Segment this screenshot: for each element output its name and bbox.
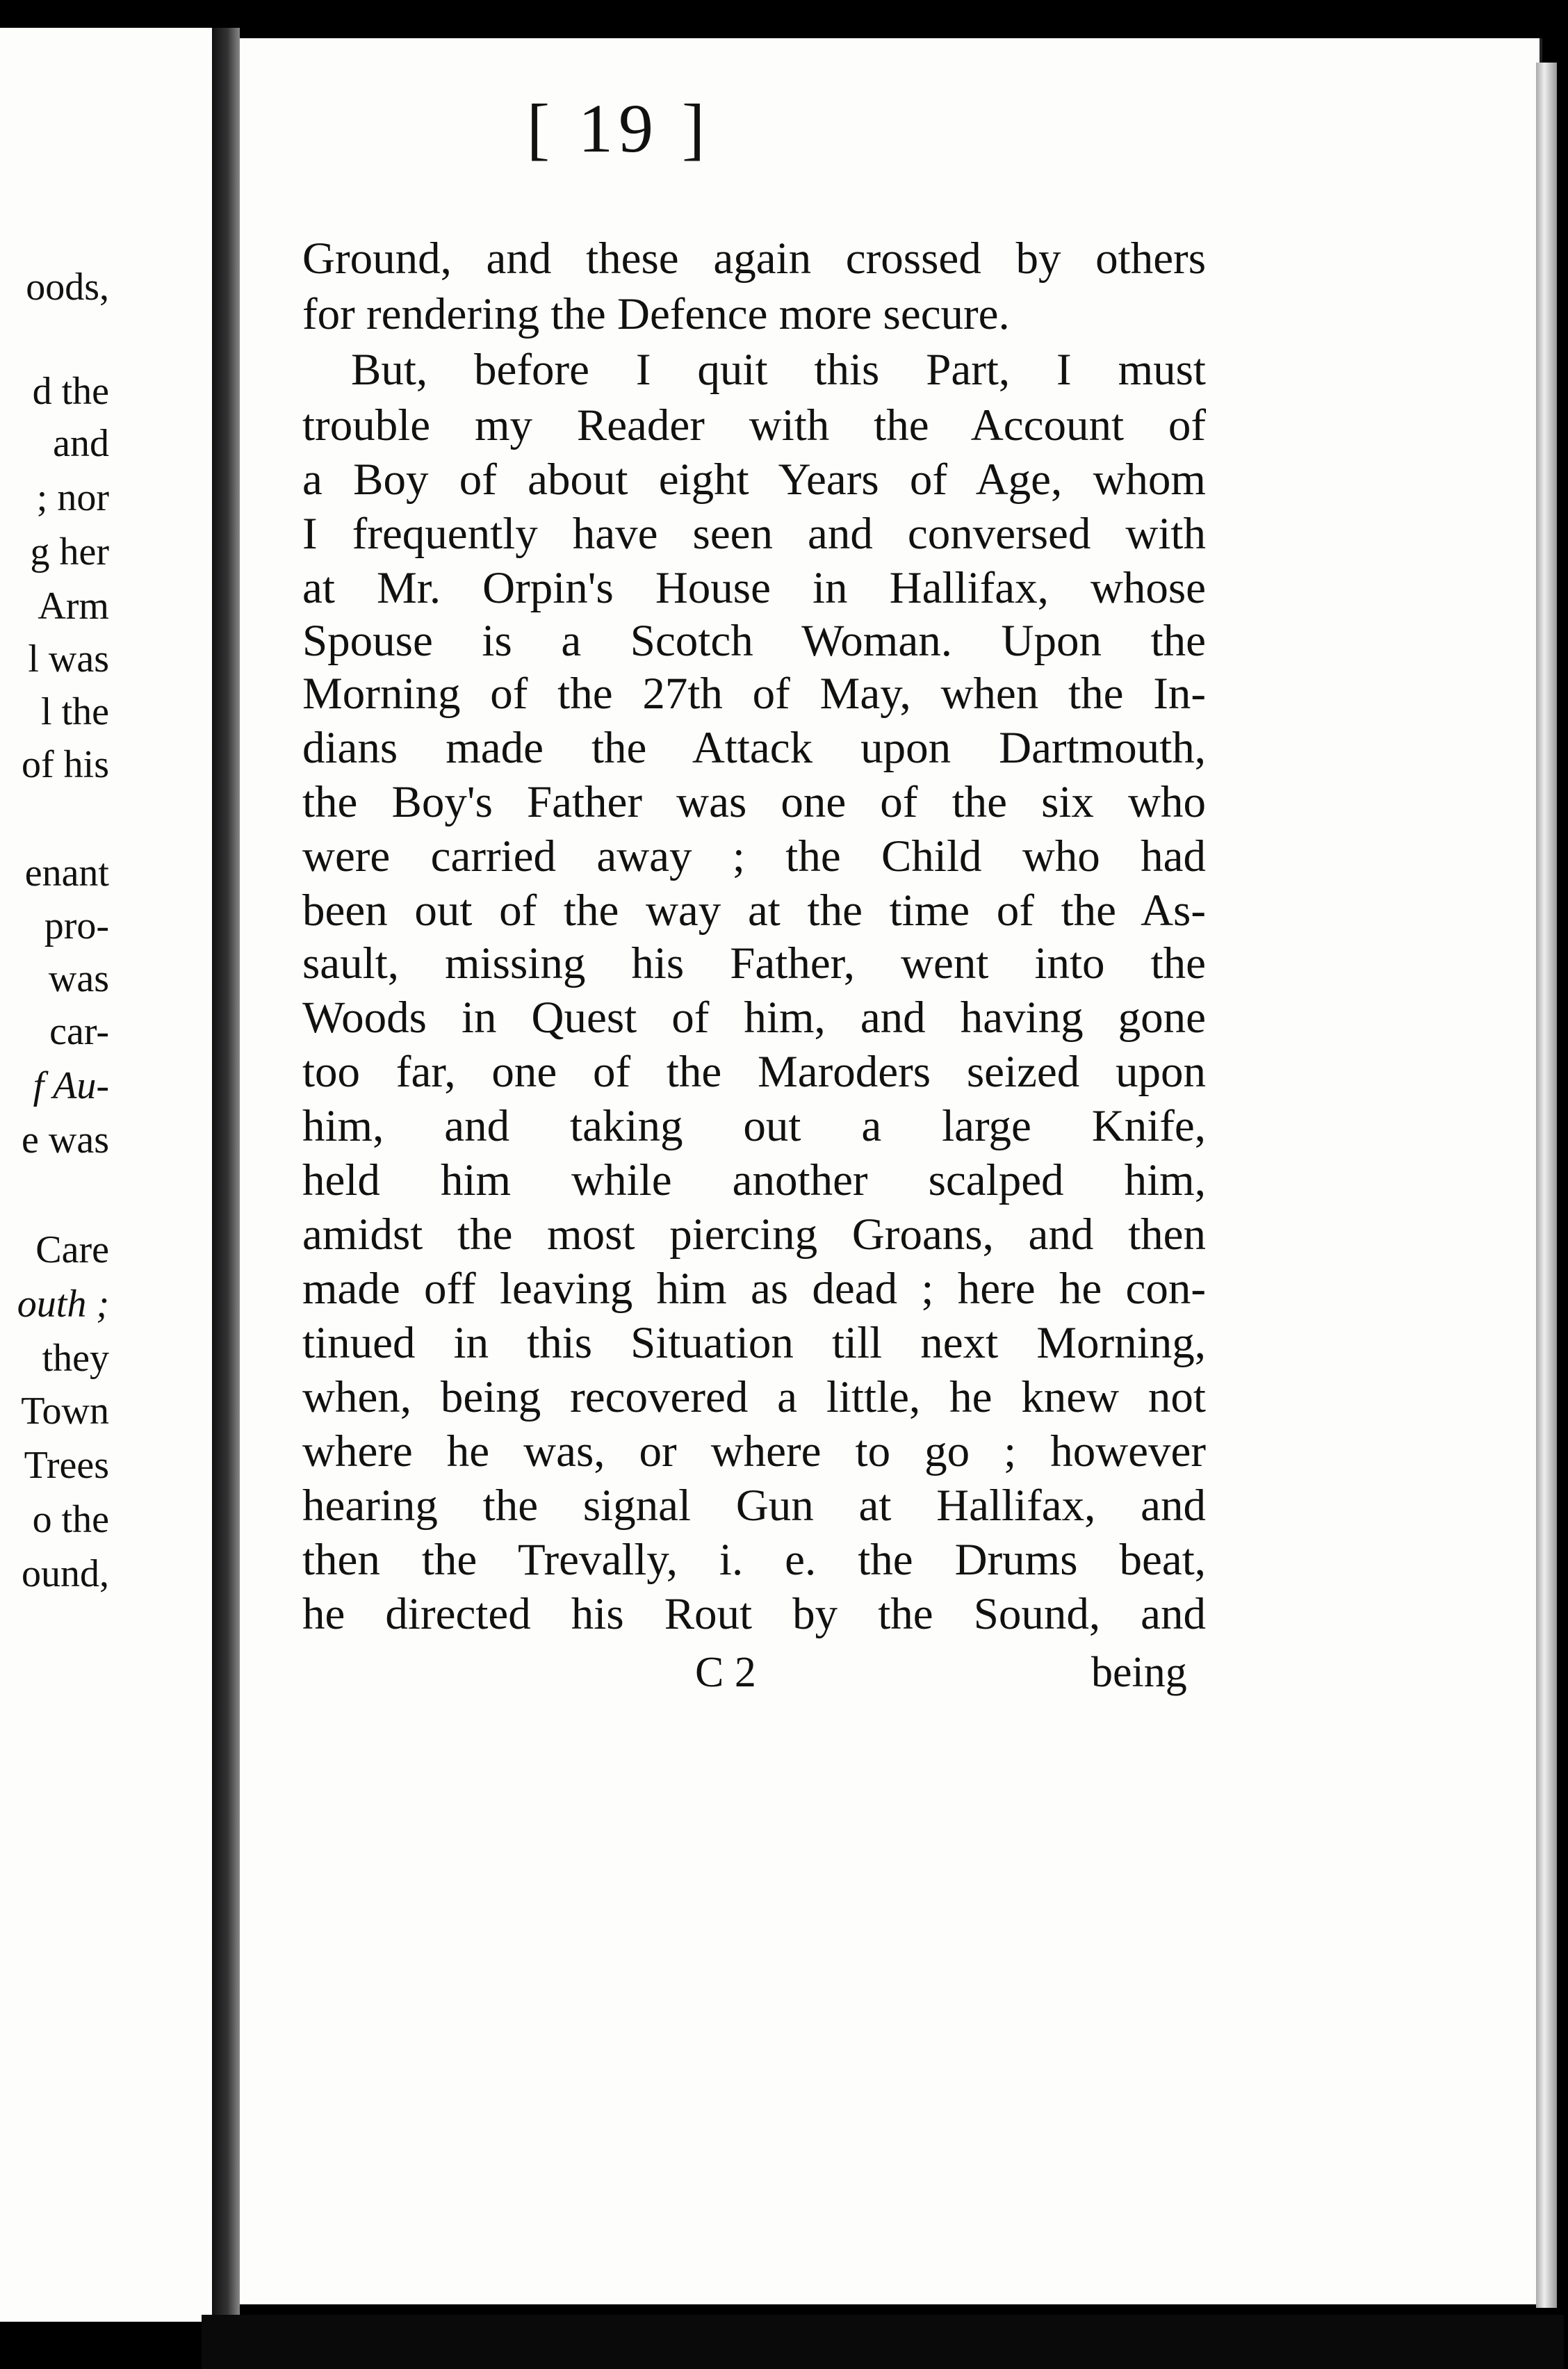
facing-page-line: Trees [24,1444,109,1487]
facing-page-line: oods, [26,266,109,309]
signature-mark: C 2 [695,1649,756,1696]
text-line: But, before I quit this Part, I must [351,345,1206,395]
text-line: where he was, or where to go ; however [302,1426,1206,1476]
text-line: sault, missing his Father, went into the [302,938,1206,988]
facing-page-line: ound, [22,1552,109,1595]
facing-page-line: l the [41,690,109,733]
facing-page-line: car- [49,1010,109,1053]
text-line: been out of the way at the time of the As- [302,886,1206,936]
facing-page-line: enant [24,852,109,895]
facing-page-line: o the [32,1498,109,1541]
facing-page-fragment [0,28,214,2322]
facing-page-line: d the [32,370,109,413]
text-line: then the Trevally, i. e. the Drums beat, [302,1535,1206,1585]
text-line: Ground, and these again crossed by others [302,234,1206,284]
text-line: trouble my Reader with the Account of [302,400,1206,450]
text-line: dians made the Attack upon Dartmouth, [302,723,1206,773]
facing-page-line: f Au- [33,1064,109,1107]
facing-page-line: pro- [44,904,109,947]
facing-page-line: l was [28,637,109,681]
text-line: held him while another scalped him, [302,1155,1206,1205]
text-line: Morning of the 27th of May, when the In- [302,669,1206,719]
scan-bottom-border [202,2315,1564,2369]
text-line: I frequently have seen and conversed with [302,509,1206,559]
text-line: tinued in this Situation till next Morning, [302,1318,1206,1368]
page-edge [1536,63,1557,2308]
facing-page-line: they [42,1337,109,1380]
facing-page-line: g her [30,530,109,573]
facing-page-line: of his [22,743,109,786]
page-number: [ 19 ] [526,90,711,167]
facing-page-line: was [48,957,109,1000]
text-line: made off leaving him as dead ; here he con- [302,1264,1206,1314]
catchword: being [1091,1649,1187,1696]
text-line: too far, one of the Maroders seized upon [302,1047,1206,1097]
text-line: Spouse is a Scotch Woman. Upon the [302,616,1206,666]
text-line: at Mr. Orpin's House in Hallifax, whose [302,563,1206,613]
facing-page-line: Care [35,1228,109,1271]
facing-page-line: e was [22,1118,109,1162]
text-line: for rendering the Defence more secure. [302,289,1010,339]
book-gutter [212,28,240,2322]
text-line: were carried away ; the Child who had [302,831,1206,881]
facing-page-line: Arm [38,585,109,628]
facing-page-line: and [53,422,109,465]
text-line: Woods in Quest of him, and having gone [302,993,1206,1043]
text-line: he directed his Rout by the Sound, and [302,1589,1206,1639]
facing-page-line: Town [21,1390,109,1433]
text-line: when, being recovered a little, he knew not [302,1372,1206,1422]
text-line: amidst the most piercing Groans, and then [302,1210,1206,1260]
text-line: hearing the signal Gun at Hallifax, and [302,1481,1206,1531]
facing-page-line: outh ; [17,1283,109,1326]
text-line: a Boy of about eight Years of Age, whom [302,455,1206,505]
text-line: the Boy's Father was one of the six who [302,777,1206,827]
text-line: him, and taking out a large Knife, [302,1101,1206,1151]
facing-page-line: ; nor [36,476,109,519]
